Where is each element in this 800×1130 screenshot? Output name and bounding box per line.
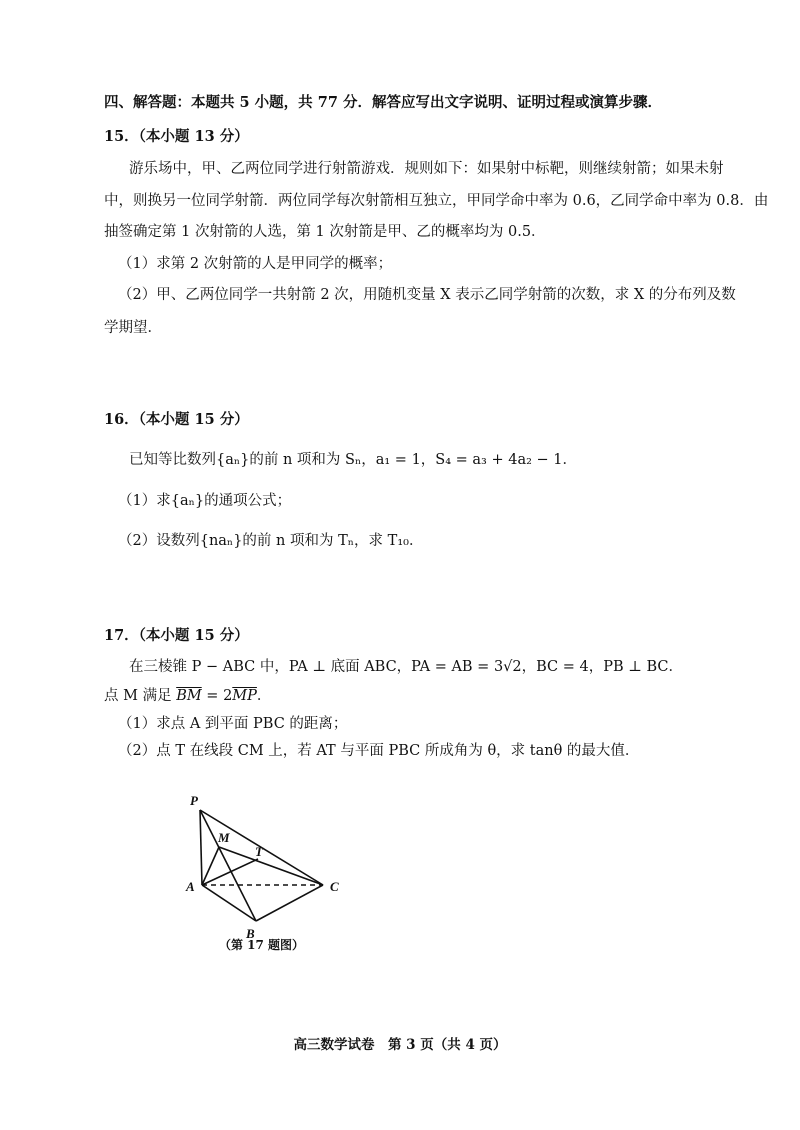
- label-b: B: [246, 926, 255, 941]
- label-p: P: [190, 793, 198, 808]
- edge-ab: [202, 885, 256, 921]
- q17-body-line1: 在三棱锥 P − ABC 中，PA ⊥ 底面 ABC，PA = AB = 3√2，BC = 4，PB ⊥ BC．: [129, 659, 684, 675]
- q17-header: 17．（本小题 15 分）: [104, 627, 249, 644]
- q15-header: 15．（本小题 13 分）: [104, 128, 249, 145]
- label-m: M: [218, 830, 230, 845]
- q16-part1: （1）求{aₙ}的通项公式；: [118, 493, 292, 509]
- q15-part2-line1: （2）甲、乙两位同学一共射箭 2 次，用随机变量 X 表示乙同学射箭的次数，求 X 的分布列及数: [118, 287, 736, 303]
- q15-body-line2: 中，则换另一位同学射箭．两位同学每次射箭相互独立，甲同学命中率为 0.6，乙同学命中率为 0.8．由: [104, 193, 769, 209]
- page-footer: 高三数学试卷 第 3 页（共 4 页）: [293, 1037, 507, 1053]
- q17-body-line2-suffix: ．: [256, 688, 272, 704]
- q16-part2: （2）设数列{naₙ}的前 n 项和为 Tₙ，求 T₁₀．: [118, 533, 424, 549]
- edge-am: [202, 847, 219, 885]
- q17-body-line2: [104, 686, 271, 706]
- edge-at: [202, 859, 258, 885]
- label-a: A: [186, 879, 195, 894]
- q16-body: 已知等比数列{aₙ}的前 n 项和为 Sₙ，a₁ = 1，S₄ = a₃ + 4a₂ − 1．: [129, 452, 578, 468]
- q15-body-line1: 游乐场中，甲、乙两位同学进行射箭游戏．规则如下：如果射中标靶，则继续射箭；如果未射: [129, 161, 724, 177]
- q15-body-line3: 抽签确定第 1 次射箭的人选，第 1 次射箭是甲、乙的概率均为 0.5．: [104, 224, 546, 240]
- section-heading: 四、解答题：本题共 5 小题，共 77 分．解答应写出文字说明、证明过程或演算步骤．: [104, 94, 662, 111]
- q17-part2: （2）点 T 在线段 CM 上，若 AT 与平面 PBC 所成角为 θ，求 tanθ 的最大值．: [118, 743, 640, 759]
- q15-part1: （1）求第 2 次射箭的人是甲同学的概率；: [118, 256, 393, 272]
- q17-part1: （1）求点 A 到平面 PBC 的距离；: [118, 716, 348, 732]
- label-c: C: [330, 879, 339, 894]
- q17-body-line2-mid: = 2: [201, 688, 233, 704]
- edge-pa: [200, 810, 202, 885]
- q16-header: 16．（本小题 15 分）: [104, 411, 249, 428]
- edge-bc: [256, 885, 323, 921]
- vector-mp: $\overline{MP}$: [232, 688, 257, 704]
- figure-caption: （第 17 题图）: [219, 938, 305, 952]
- vector-bm: $\overline{BM}$: [176, 688, 202, 704]
- label-t: T: [255, 844, 263, 859]
- q15-part2-line2: 学期望．: [104, 320, 162, 336]
- q17-body-line2-prefix: 点 M 满足: [104, 688, 177, 704]
